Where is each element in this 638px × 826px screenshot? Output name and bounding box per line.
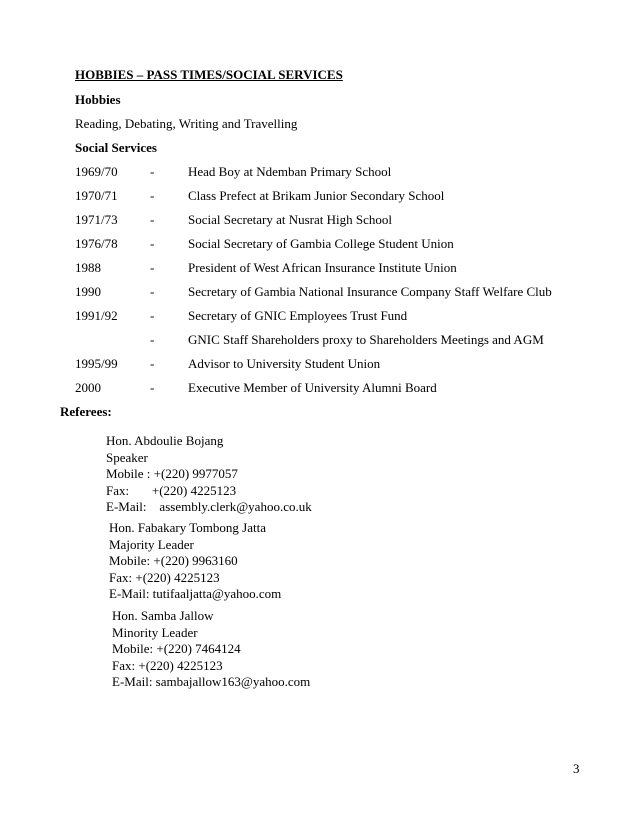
referee-block <box>109 520 281 603</box>
referee-fax: Fax: +(220) 4225123 <box>112 657 223 673</box>
service-year: 1995/99 <box>75 356 118 371</box>
service-year: 1991/92 <box>75 308 118 323</box>
service-description: Advisor to University Student Union <box>188 356 381 371</box>
service-description: Secretary of Gambia National Insurance Company Staff Welfare Club <box>188 284 552 299</box>
referee-name: Hon. Fabakary Tombong Jatta <box>109 520 266 535</box>
service-dash: - <box>150 332 155 347</box>
referee-mobile: Mobile: +(220) 7464124 <box>112 641 241 656</box>
service-description: Class Prefect at Brikam Junior Secondary School <box>188 188 445 203</box>
service-year: 1990 <box>75 284 101 299</box>
service-description: Secretary of GNIC Employees Trust Fund <box>188 308 408 323</box>
service-description: Social Secretary at Nusrat High School <box>188 212 392 227</box>
service-dash: - <box>150 284 155 299</box>
service-row <box>75 284 595 300</box>
service-row <box>75 260 595 276</box>
referee-email: E-Mail: assembly.clerk@yahoo.co.uk <box>106 499 312 514</box>
referees-heading: Referees: <box>60 404 112 419</box>
service-row <box>75 356 595 372</box>
service-row <box>75 164 595 180</box>
service-dash: - <box>150 236 155 251</box>
service-year: 1969/70 <box>75 164 118 179</box>
page-number: 3 <box>573 761 580 776</box>
service-description: GNIC Staff Shareholders proxy to Shareholders Meetings and AGM <box>188 332 544 347</box>
service-year: 1971/73 <box>75 212 118 227</box>
service-row <box>75 308 595 324</box>
referee-block <box>112 608 310 691</box>
referee-title: Minority Leader <box>112 624 198 640</box>
service-year: 1988 <box>75 260 101 275</box>
service-row <box>75 188 595 204</box>
service-dash: - <box>150 188 155 203</box>
service-year: 2000 <box>75 380 101 395</box>
hobbies-text: Reading, Debating, Writing and Travelling <box>75 116 298 131</box>
referee-name: Hon. Abdoulie Bojang <box>106 433 224 448</box>
referee-fax: Fax: +(220) 4225123 <box>109 569 220 585</box>
referee-email: E-Mail: sambajallow163@yahoo.com <box>112 674 311 689</box>
referee-name: Hon. Samba Jallow <box>112 608 214 623</box>
service-dash: - <box>150 212 155 227</box>
referee-email: E-Mail: tutifaaljatta@yahoo.com <box>109 586 282 601</box>
hobbies-heading: Hobbies <box>75 92 121 107</box>
service-description: Head Boy at Ndemban Primary School <box>188 164 392 179</box>
service-dash: - <box>150 164 155 179</box>
service-dash: - <box>150 308 155 323</box>
referee-title: Majority Leader <box>109 536 194 552</box>
service-description: Social Secretary of Gambia College Student Union <box>188 236 454 251</box>
service-dash: - <box>150 356 155 371</box>
service-dash: - <box>150 260 155 275</box>
service-year: 1976/78 <box>75 236 118 251</box>
service-dash: - <box>150 380 155 395</box>
service-row <box>75 380 595 396</box>
service-description: Executive Member of University Alumni Board <box>188 380 437 395</box>
service-row <box>75 212 595 228</box>
service-row <box>75 332 595 348</box>
service-year: 1970/71 <box>75 188 118 203</box>
service-row <box>75 236 595 252</box>
service-description: President of West African Insurance Institute Union <box>188 260 457 275</box>
referee-mobile: Mobile: +(220) 9963160 <box>109 553 238 568</box>
referee-title: Speaker <box>106 449 148 465</box>
referee-mobile: Mobile : +(220) 9977057 <box>106 466 238 481</box>
social-services-heading: Social Services <box>75 140 157 155</box>
section-title: HOBBIES – PASS TIMES/SOCIAL SERVICES <box>75 67 343 82</box>
referee-block <box>106 433 312 516</box>
referee-fax: Fax: +(220) 4225123 <box>106 482 237 498</box>
